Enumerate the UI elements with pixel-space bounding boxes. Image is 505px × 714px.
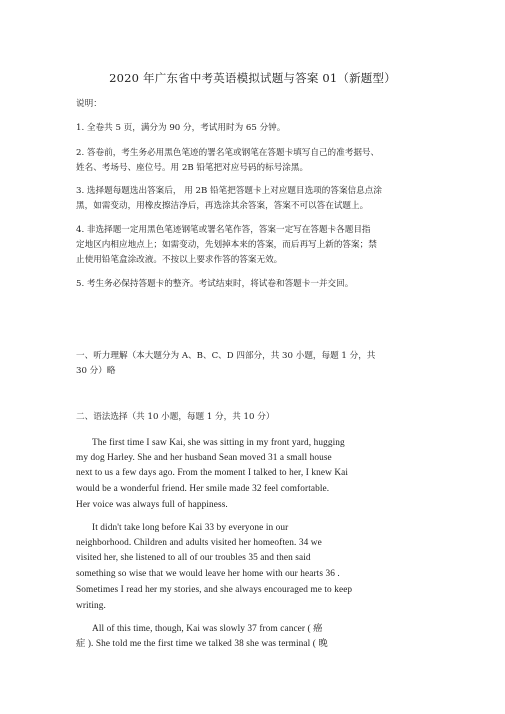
section-2-heading: 二、语法选择（共 10 小题，每题 1 分，共 10 分） xyxy=(76,412,275,422)
note-line: 4. 非选择题一定用黑色笔迹钢笔或署名笔作答，答案一定写在答题卡各题目指 xyxy=(76,225,371,235)
note-line: 姓名、考场号、座位号。用 2B 铅笔把对应号码的标号涂黑。 xyxy=(76,163,309,173)
note-line: 黑，如需变动，用橡皮擦洁净后，再选涂其余答案，答案不可以答在试题上。 xyxy=(76,201,369,211)
passage-line: would be a wonderful friend. Her smile made 32 feel comfortable. xyxy=(76,484,330,494)
passage-line: The first time I saw Kai, she was sitting in my front yard, hugging xyxy=(92,438,345,448)
passage-line: Sometimes I read her my stories, and she always encouraged me to keep xyxy=(76,585,353,595)
passage-line: writing. xyxy=(76,601,106,611)
passage-line: my dog Harley. She and her husband Sean moved 31 a small house xyxy=(76,453,332,463)
note-line: 1. 全卷共 5 页，满分为 90 分，考试用时为 65 分钟。 xyxy=(76,123,286,133)
passage-line: visited her, she listened to all of our troubles 35 and then said xyxy=(76,553,311,563)
note-line: 止使用铅笔盒涂改液。不按以上要求作答的答案无效。 xyxy=(76,255,283,265)
notes-heading: 说明： xyxy=(76,99,102,109)
passage-line: It didn't take long before Kai 33 by everyone in our xyxy=(92,523,289,533)
passage-line: Her voice was always full of happiness. xyxy=(76,500,228,510)
passage-line: next to us a few days ago. From the moment I talked to her, I knew Kai xyxy=(76,468,349,478)
note-line: 5. 考生务必保持答题卡的整齐。考试结束时，将试卷和答题卡一并交回。 xyxy=(76,279,354,289)
note-line: 定地区内相应地点上；如需变动，先划掉本来的答案，而后再写上新的答案；禁 xyxy=(76,240,377,250)
passage-line: 症 ). She told me the first time we talked 38 she was terminal ( 晚 xyxy=(76,639,328,649)
passage-line: something so wise that we would leave her home with our hearts 36 . xyxy=(76,569,340,579)
section-1-heading-cont: 30 分）略 xyxy=(76,366,116,376)
passage-line: All of this time, though, Kai was slowly 37 from cancer ( 癌 xyxy=(92,624,323,634)
section-1-heading: 一、听力理解（本大题分为 A、B、C、D 四部分，共 30 小题，每题 1 分，共 xyxy=(76,351,376,361)
page-title: 2020 年广东省中考英语模拟试题与答案 01（新题型） xyxy=(109,71,396,85)
note-line: 3. 选择题每题选出答案后， 用 2B 铅笔把答题卡上对应题目选项的答案信息点涂 xyxy=(76,186,382,196)
passage-line: neighborhood. Children and adults visited her homeoften. 34 we xyxy=(76,538,322,548)
note-line: 2. 答卷前，考生务必用黑色笔迹的署名笔或钢笔在答题卡填写自己的准考据号、 xyxy=(76,148,380,158)
